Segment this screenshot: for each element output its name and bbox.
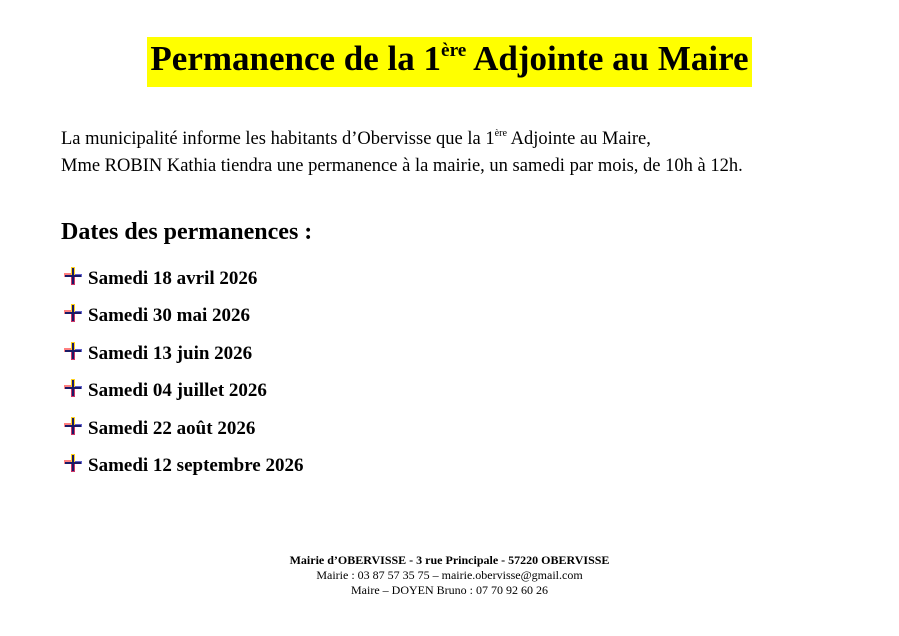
intro-line-1-start: La municipalité informe les habitants d’Obervisse que la 1 bbox=[61, 129, 495, 149]
four-arrow-cross-icon bbox=[64, 267, 82, 285]
list-item bbox=[64, 341, 304, 378]
date-text: Samedi 04 juillet 2026 bbox=[88, 380, 267, 402]
title-superscript: ère bbox=[441, 39, 467, 61]
list-item bbox=[64, 453, 304, 490]
four-arrow-cross-icon bbox=[64, 379, 82, 397]
page-title bbox=[147, 37, 751, 87]
footer bbox=[0, 553, 899, 598]
footer-address: Mairie d’OBERVISSE - 3 rue Principale - 57220 OBERVISSE bbox=[289, 553, 610, 567]
title-text-start: Permanence de la 1 bbox=[150, 39, 442, 78]
title-wrapper bbox=[0, 37, 899, 87]
footer-contact: Mairie : 03 87 57 35 75 – mairie.obervisse@gmail.com bbox=[316, 568, 583, 582]
list-item bbox=[64, 378, 304, 415]
footer-mayor: Maire – DOYEN Bruno : 07 70 92 60 26 bbox=[351, 583, 548, 597]
date-text: Samedi 30 mai 2026 bbox=[88, 305, 251, 327]
four-arrow-cross-icon bbox=[64, 417, 82, 435]
title-text-end: Adjointe au Maire bbox=[466, 39, 749, 78]
list-item bbox=[64, 303, 304, 340]
date-text: Samedi 13 juin 2026 bbox=[88, 342, 253, 364]
date-text: Samedi 22 août 2026 bbox=[88, 417, 256, 439]
intro-line-2: Mme ROBIN Kathia tiendra une permanence à la mairie, un samedi par mois, de 10h à 12h. bbox=[61, 156, 743, 176]
four-arrow-cross-icon bbox=[64, 454, 82, 472]
date-text: Samedi 12 septembre 2026 bbox=[88, 454, 304, 476]
four-arrow-cross-icon bbox=[64, 342, 82, 360]
four-arrow-cross-icon bbox=[64, 304, 82, 322]
intro-line-1 bbox=[61, 127, 881, 154]
list-item bbox=[64, 416, 304, 453]
intro-superscript: ère bbox=[494, 128, 507, 140]
intro-line-1-end: Adjointe au Maire, bbox=[507, 129, 651, 149]
dates-list bbox=[64, 266, 304, 490]
intro-paragraph bbox=[61, 127, 881, 178]
dates-heading: Dates des permanences : bbox=[61, 219, 313, 245]
date-text: Samedi 18 avril 2026 bbox=[88, 268, 258, 289]
list-item bbox=[64, 266, 304, 303]
